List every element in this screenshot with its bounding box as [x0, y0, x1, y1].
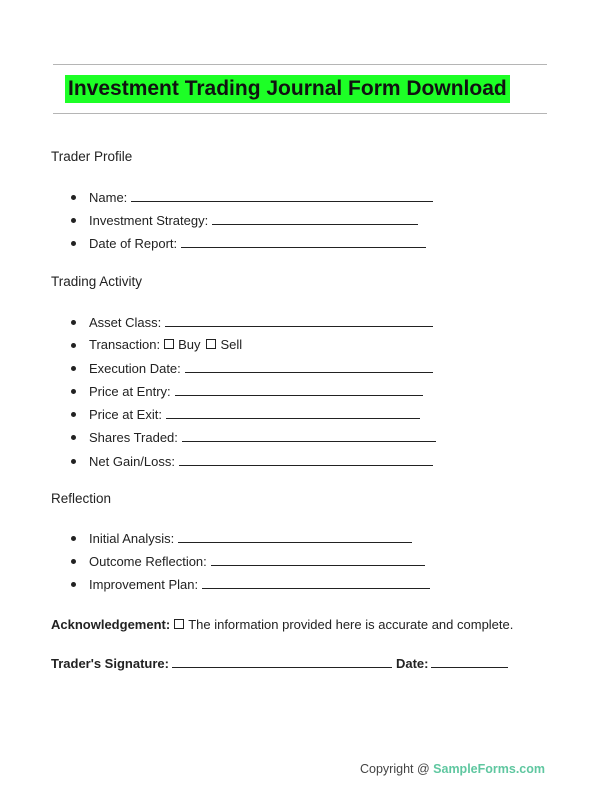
acknowledgement: [51, 617, 513, 632]
bullet-icon: [71, 366, 76, 371]
initial-analysis-field[interactable]: [178, 530, 412, 543]
field-label: Execution Date:: [89, 361, 181, 376]
section-heading-trader-profile: Trader Profile: [51, 149, 133, 164]
sell-checkbox[interactable]: [206, 339, 216, 349]
section-heading-reflection: Reflection: [51, 491, 112, 506]
price-at-exit-field[interactable]: [166, 406, 420, 419]
field-label: Net Gain/Loss:: [89, 454, 175, 469]
investment-strategy-field[interactable]: [212, 212, 418, 225]
bullet-icon: [71, 582, 76, 587]
field-label: Price at Entry:: [89, 384, 171, 399]
acknowledgement-text: The information provided here is accurate and complete.: [188, 617, 514, 632]
bullet-icon: [71, 536, 76, 541]
sell-label: Sell: [220, 337, 243, 352]
field-label: Initial Analysis:: [89, 531, 175, 546]
name-field[interactable]: [131, 189, 433, 202]
field-label: Shares Traded:: [89, 430, 178, 445]
footer-copyright: [360, 762, 545, 776]
field-label: Transaction:: [89, 337, 161, 352]
field-label: Name:: [89, 190, 128, 205]
buy-label: Buy: [178, 337, 201, 352]
bullet-icon: [71, 218, 76, 223]
field-label: Investment Strategy:: [89, 213, 209, 228]
acknowledgement-checkbox[interactable]: [174, 619, 184, 629]
execution-date-field[interactable]: [185, 360, 433, 373]
shares-traded-field[interactable]: [182, 429, 436, 442]
signature-label: Trader's Signature:: [51, 656, 169, 671]
bullet-icon: [71, 435, 76, 440]
bullet-icon: [71, 241, 76, 246]
signature-row: [51, 655, 512, 671]
date-label: Date:: [395, 656, 429, 671]
bullet-icon: [71, 412, 76, 417]
bullet-icon: [71, 389, 76, 394]
net-gain-loss-field[interactable]: [179, 453, 433, 466]
field-label: Price at Exit:: [89, 407, 162, 422]
field-label: Improvement Plan:: [89, 577, 199, 592]
bullet-icon: [71, 459, 76, 464]
bullet-icon: [71, 320, 76, 325]
copyright-prefix: Copyright @: [360, 762, 430, 776]
top-divider: [53, 64, 547, 65]
field-label: Asset Class:: [89, 315, 162, 330]
page-title: Investment Trading Journal Form Download: [65, 75, 510, 103]
bullet-icon: [71, 195, 76, 200]
section-heading-trading-activity: Trading Activity: [51, 274, 143, 289]
field-label: Outcome Reflection:: [89, 554, 207, 569]
field-label: Date of Report:: [89, 236, 178, 251]
brand-link[interactable]: SampleForms.com: [433, 762, 545, 776]
price-at-entry-field[interactable]: [175, 383, 423, 396]
asset-class-field[interactable]: [165, 314, 433, 327]
improvement-plan-field[interactable]: [202, 576, 430, 589]
date-of-report-field[interactable]: [181, 235, 426, 248]
signature-field[interactable]: [172, 655, 392, 668]
buy-checkbox[interactable]: [164, 339, 174, 349]
bullet-icon: [71, 559, 76, 564]
outcome-reflection-field[interactable]: [211, 553, 425, 566]
date-field[interactable]: [431, 655, 508, 668]
acknowledgement-label: Acknowledgement:: [51, 617, 171, 632]
bottom-divider: [53, 113, 547, 114]
bullet-icon: [71, 343, 76, 348]
